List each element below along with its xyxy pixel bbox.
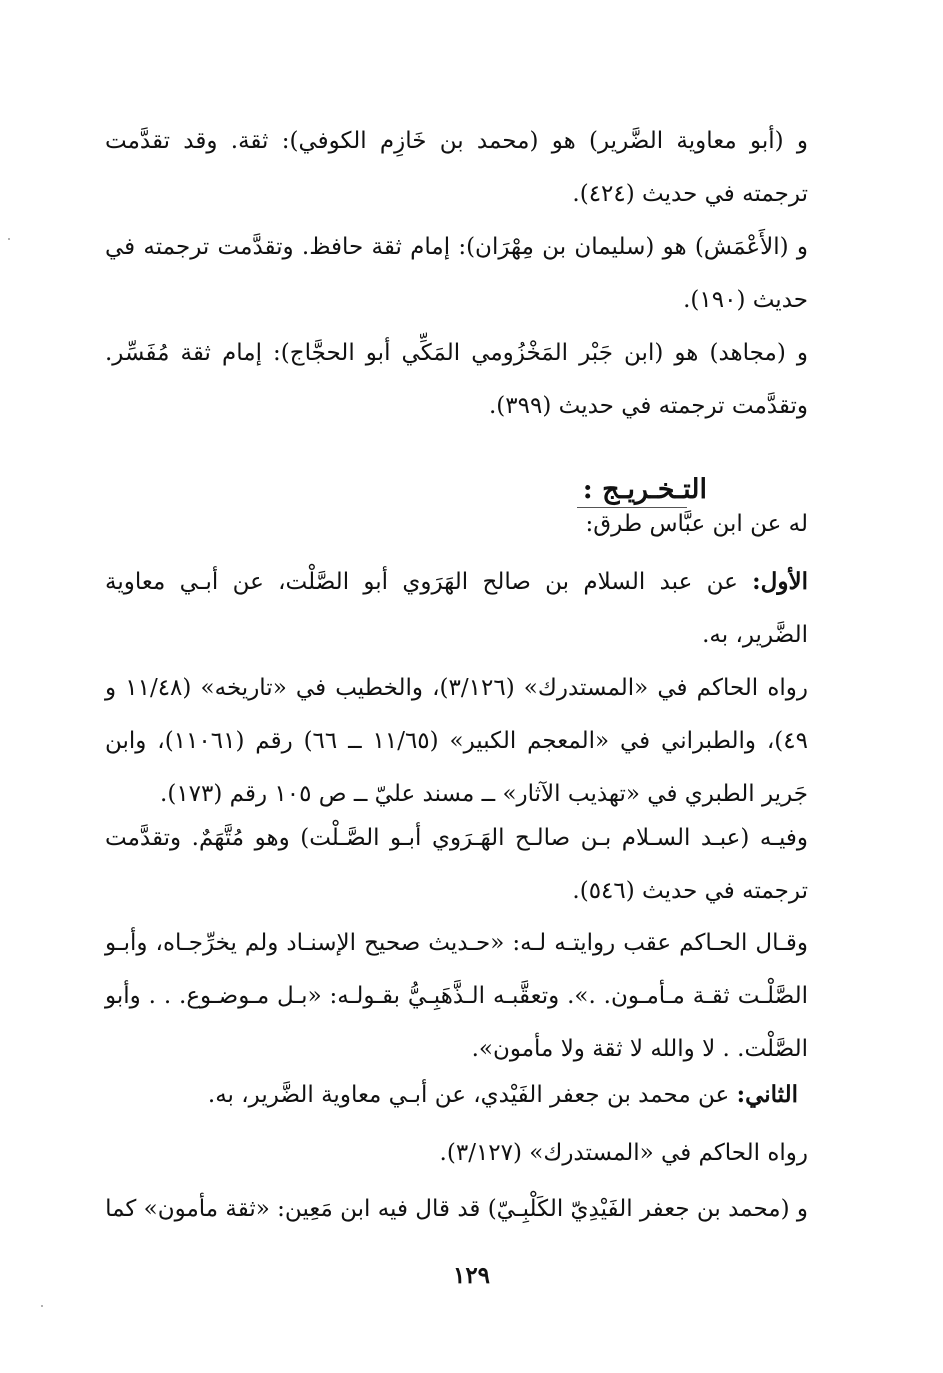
scan-speck xyxy=(8,238,10,240)
section-heading-text: التـخـريـج : xyxy=(582,474,707,505)
paragraph-second-route xyxy=(158,1068,798,1122)
page-number: ١٢٩ xyxy=(452,1262,491,1289)
paragraph-hakim-comment: وقـال الحـاكم عقب روايتـه لـه: «حـديث صحيح الإسنـاد ولم يخرِّجـاه، وأبـو الصَّلْـت ثقـة مـأمـون. .». وتعقَّبـه الـذَّهَبِـيُّ بقـولـه: «بـل مـوضـوع. . . وأبو الصَّلْت. . لا والله لا ثقة ولا مأمون». xyxy=(105,930,808,1062)
paragraph-abdussalam-note: وفيـه (عبـد السـلام بـن صالـح الهَـرَوي أبـو الصَّـلْت) وهو مُتَّهَمٌ. وتقدَّمت ترجمته في حديث (٥٤٦). xyxy=(105,825,808,904)
paragraph-hakim-narration: رواه الحاكم في «المستدرك» (٣/١٢٦)، والخطيب في «تاريخه» (١١/٤٨ و ٤٩)، والطبراني في «المعجم الكبير» (١١/٦٥ ــ ٦٦) رقم (١١٠٦١)، وابن جَرير الطبري في «تهذيب الآثار» ــ مسند عليّ ــ ص ١٠٥ رقم (١٧٣). xyxy=(105,675,808,807)
paragraph-mujahid: و (مجاهد) هو (ابن جَبْر المَخْزُومي المَكِّي أبو الحجَّاج): إمام ثقة مُفَسِّر. وتقدَّمت ترجمته في حديث (٣٩٩). xyxy=(105,340,808,419)
second-route-label: الثاني: xyxy=(736,1081,798,1108)
second-route-text: عن محمد بن جعفر الفَيْدي، عن أبـي معاوية الضَّرير، به. xyxy=(207,1082,737,1108)
paragraph-hakim-second: رواه الحاكم في «المستدرك» (٣/١٢٧). xyxy=(439,1140,808,1166)
first-route-label: الأول: xyxy=(752,568,808,595)
paragraph-first-route xyxy=(105,555,808,662)
paragraph-al-amash: و (الأَعْمَش) هو (سليمان بن مِهْرَان): إمام ثقة حافظ. وتقدَّمت ترجمته في حديث (١٩٠). xyxy=(105,234,808,313)
scan-speck xyxy=(41,1305,43,1307)
paragraph-fayidi-note: و (محمد بن جعفر الفَيْدِيّ الكَلْبِـيّ) قد قال فيه ابن مَعِين: «ثقة مأمون» كما xyxy=(105,1196,808,1222)
first-route-text: عن عبد السلام بن صالح الهَرَوي أبو الصَّلْت، عن أبـي معاوية الضَّرير، به. xyxy=(105,569,808,648)
paragraph-routes-intro: له عن ابن عبَّاس طرق: xyxy=(585,511,808,537)
paragraph-abu-muawiya: و (أبو معاوية الضَّرير) هو (محمد بن خَازِم الكوفي): ثقة. وقد تقدَّمت ترجمته في حديث (٤٢٤). xyxy=(105,128,808,207)
